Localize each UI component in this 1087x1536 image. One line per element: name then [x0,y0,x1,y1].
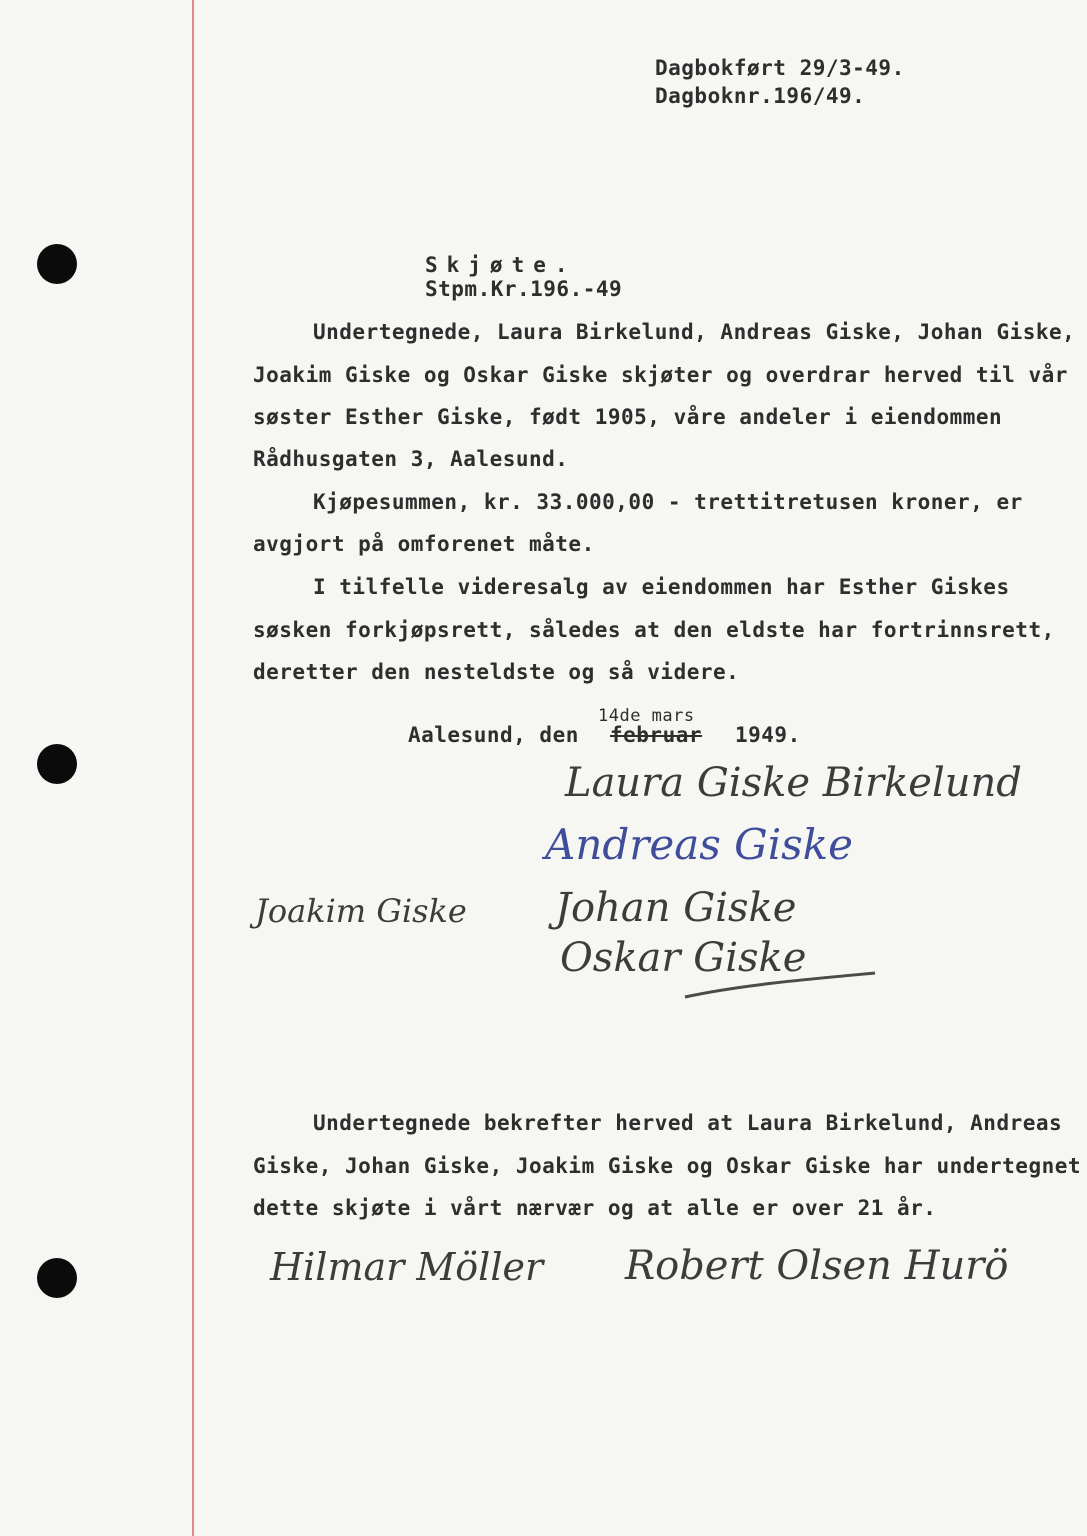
punch-hole [37,1258,77,1298]
date-day-handwritten: 14de mars [598,706,695,726]
signature-joakim: Joakim Giske [255,892,467,930]
witness-signature-1: Hilmar Möller [270,1245,544,1289]
body-line: Undertegnede, Laura Birkelund, Andreas Giske, Johan Giske, [313,320,1076,344]
signature-andreas: Andreas Giske [545,820,853,869]
body-line: I tilfelle videresalg av eiendommen har Esther Giskes [313,575,1010,599]
body-line: Kjøpesummen, kr. 33.000,00 - trettitretusen kroner, er [313,490,1023,514]
witness-line: dette skjøte i vårt nærvær og at alle er over 21 år. [253,1196,937,1220]
date-year: 1949. [735,723,801,747]
stamp-reference: Stpm.Kr.196.-49 [425,277,623,301]
body-line: avgjort på omforenet måte. [253,532,595,556]
journal-number: Dagboknr.196/49. [655,84,866,108]
signature-oskar: Oskar Giske [560,935,807,981]
body-line: deretter den nesteldste og så videre. [253,660,740,684]
document-title: Skjøte. [425,253,577,277]
witness-line: Undertegnede bekrefter herved at Laura Birkelund, Andreas [313,1111,1063,1135]
body-line: søster Esther Giske, født 1905, våre andeler i eiendommen [253,405,1003,429]
margin-rule [192,0,194,1536]
punch-hole [37,744,77,784]
body-line: søsken forkjøpsrett, således at den eldste har fortrinnsrett, [253,618,1055,642]
date-struck-month: februar [610,723,703,747]
date-prefix: Aalesund, den [408,723,579,747]
signature-laura: Laura Giske Birkelund [565,760,1022,806]
signature-underline [680,965,880,1005]
witness-signature-2: Robert Olsen Hurö [625,1243,1009,1289]
witness-line: Giske, Johan Giske, Joakim Giske og Oskar Giske har undertegnet [253,1154,1082,1178]
body-line: Rådhusgaten 3, Aalesund. [253,447,569,471]
signature-johan: Johan Giske [555,885,797,931]
punch-hole [37,244,77,284]
body-line: Joakim Giske og Oskar Giske skjøter og overdrar herved til vår [253,363,1068,387]
journal-date: Dagbokført 29/3-49. [655,56,905,80]
